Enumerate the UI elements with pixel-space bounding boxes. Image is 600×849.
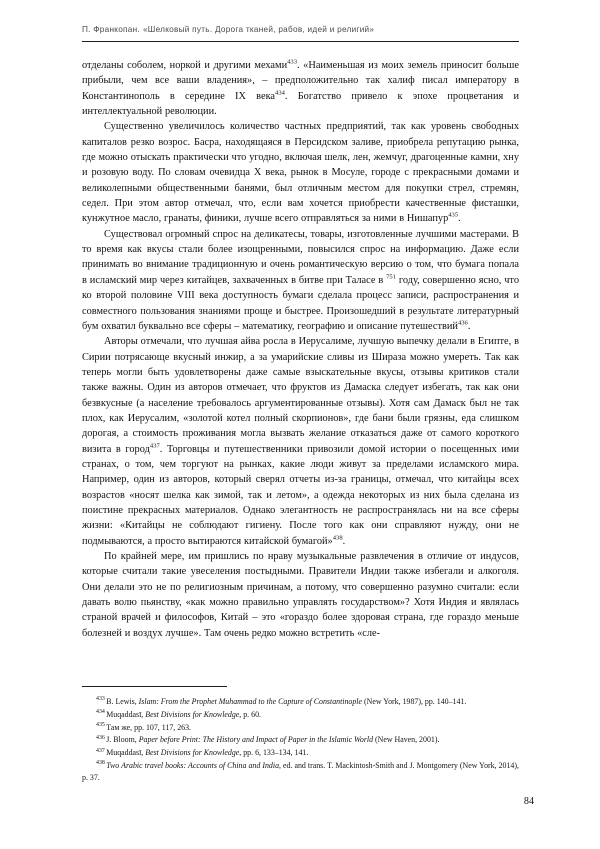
running-head-title: «Шелковый путь. Дорога тканей, рабов, идей и религий» — [142, 25, 375, 34]
body-paragraph: По крайней мере, им пришлись по нраву музыкальные развлечения в отличие от индусов, которые считали такие увеселения постыдными. Правители Индии также избегали и алкоголя. Они делали это не по религиозным причинам, а потому, что совершенно разумно считали: если давать волю пьянству, «как можно правильно управлять государством»? Хотя Индия и являлась страной врачей и философов, Китай – это «гораздо более здоровая страна, где гораздо меньше болезней и воздух лучше». Там очень редко можно встретить «сле- — [82, 551, 519, 639]
footnote-text: (New York, 1987), pp. 140–141. — [362, 697, 467, 706]
footnote-text: Там же, pp. 107, 117, 263. — [106, 722, 192, 732]
footnote-marker[interactable]: 438 — [332, 534, 343, 542]
footnote-text: Muqaddasī, — [106, 709, 146, 719]
footnote-marker[interactable]: 436 — [457, 319, 468, 327]
footnote-item — [82, 696, 519, 708]
footnote-title: Best Divisions for Knowledge — [145, 709, 240, 719]
running-head — [82, 25, 522, 34]
footnote-text: , ed. and trans. T. Mackintosh-Smith and J. Montgomery (New York, 2014), p. 37. — [82, 760, 519, 783]
footnote-list — [82, 696, 519, 785]
body-paragraph: отделаны соболем, норкой и другими мехами$^{433}$. «Наименьшая из моих земель приносит больше прибыли, чем все ваши владения», – предположительно так халиф писал императору в Константинополь в середине IX века$^{434}$. Богатство привело к эпохе процветания и интеллектуальной революции. — [82, 58, 520, 118]
page-number: 84 — [523, 796, 534, 807]
footnote-item — [82, 760, 519, 784]
footnote-text: Muqaddasī, — [106, 748, 146, 758]
footnote-text: , p. 60. — [239, 709, 261, 719]
footnote-item — [82, 709, 519, 721]
footnote-text: , pp. 6, 133–134, 141. — [239, 748, 309, 758]
footnote-title: Best Divisions for Knowledge — [145, 748, 240, 758]
footnote-number[interactable]: 436 — [96, 734, 105, 741]
footnote-text: B. Lewis, — [106, 697, 139, 706]
footnote-title: Paper before Print: The History and Impact of Paper in the Islamic World — [138, 735, 374, 745]
footnote-number[interactable]: 434 — [96, 709, 105, 716]
header-rule — [82, 41, 519, 42]
footnote-separator-rule — [82, 686, 227, 687]
footnote-item — [82, 734, 519, 746]
body-paragraph: Существенно увеличилось количество частных предприятий, так как уровень свободных капиталов резко возрос. Басра, находящаяся в Персидском заливе, приобрела репутацию рынка, где можно отыскать практически что угодно, включая шелк, лен, жемчуг, драгоценные камни, хну и розовую воду. По словам очевидца X века, рынок в Мосуле, городе с прекрасными домами и великолепными общественными банями, был отличным местом для покупки стрел, стремян, седел. При этом автор отмечал, что, если вам хочется приобрести качественные фисташки, кунжутное масло, гранаты, финики, лучше всего отправляться за ними в Нишапур$^{435}$. — [82, 121, 519, 225]
footnote-text: J. Bloom, — [106, 735, 139, 745]
body-paragraph: Авторы отмечали, что лучшая айва росла в Иерусалиме, лучшую выпечку делали в Египте, в Сирии потрясающе вкусный инжир, а за умарийские сливы из Шираза можно умереть. Так как теперь могли быть удовлетворены даже самые взыскательные вкусы, отзывы критиков стали также важны. Один из авторов отмечает, что фруктов из Дамаска следует избегать, так как они безвкусные (а население требовалось аргументированные отзывы). Хотя сам Дамаск был не так плох, как Иерусалим, «золотой котел полный скорпионов», где бани были грязны, еда слишком дорогая, а стоимость проживания могла вызвать желание отказаться даже от самого короткого визита в город$^{437}$. Торговцы и путешественники привозили домой истории о посещенных ими странах, о том, чем торгуют на рынках, какие люди живут за пределами исламского мира. Например, один из авторов, который сверял отчеты из-за границы, отмечал, что китайцы всех возрастов «носят шелка как зимой, так и летом», а одежда некоторых из них была сделана из поистине прекрасных материалов. Однако элегантность не распространялась ни на все сферы жизни: «Китайцы не соблюдают гигиену. После того как они справляют нужду, они не подмываются, а просто вытираются китайской бумагой»$^{438}$. — [82, 336, 519, 547]
footnote-item — [82, 722, 519, 734]
footnote-number[interactable]: 433 — [96, 696, 105, 703]
footnote-number[interactable]: 437 — [96, 747, 105, 754]
footnote-marker[interactable]: 434 — [275, 89, 285, 97]
footnote-number[interactable]: 438 — [96, 760, 105, 767]
footnote-marker[interactable]: 437 — [149, 442, 160, 450]
footnote-title: Islam: From the Prophet Muhammad to the Capture of Constantinople — [138, 697, 363, 706]
footnote-number[interactable]: 435 — [96, 721, 105, 728]
footnote-marker[interactable]: 751 — [386, 273, 397, 281]
body-text — [82, 58, 519, 641]
footnote-item — [82, 747, 519, 759]
footnote-title: Two Arabic travel books: Accounts of China and India — [106, 760, 280, 770]
footnote-marker[interactable]: 433 — [287, 58, 297, 66]
running-head-author: П. Франкопан. — [82, 25, 140, 34]
footnote-text: (New Haven, 2001). — [373, 735, 440, 745]
footnote-marker[interactable]: 435 — [448, 212, 459, 219]
body-paragraph: Существовал огромный спрос на деликатесы, товары, изготовленные лучшими мастерами. В то время как вкусы стали более изощренными, повысился спрос на информацию. Даже если принимать во внимание традиционную и очень романтическую версию о том, что бумага попала в исламский мир через китайцев, захваченных в битве при Таласе в $^{751}$ году, совершенно ясно, что ко второй половине VIII века доступность бумаги сделала процесс записи, распространения и совместного пользования знаниями проще и быстрее. Произошедший в результате литературный бум охватил буквально все сферы – математику, географию и описание путешествий$^{436}$. — [82, 228, 519, 332]
